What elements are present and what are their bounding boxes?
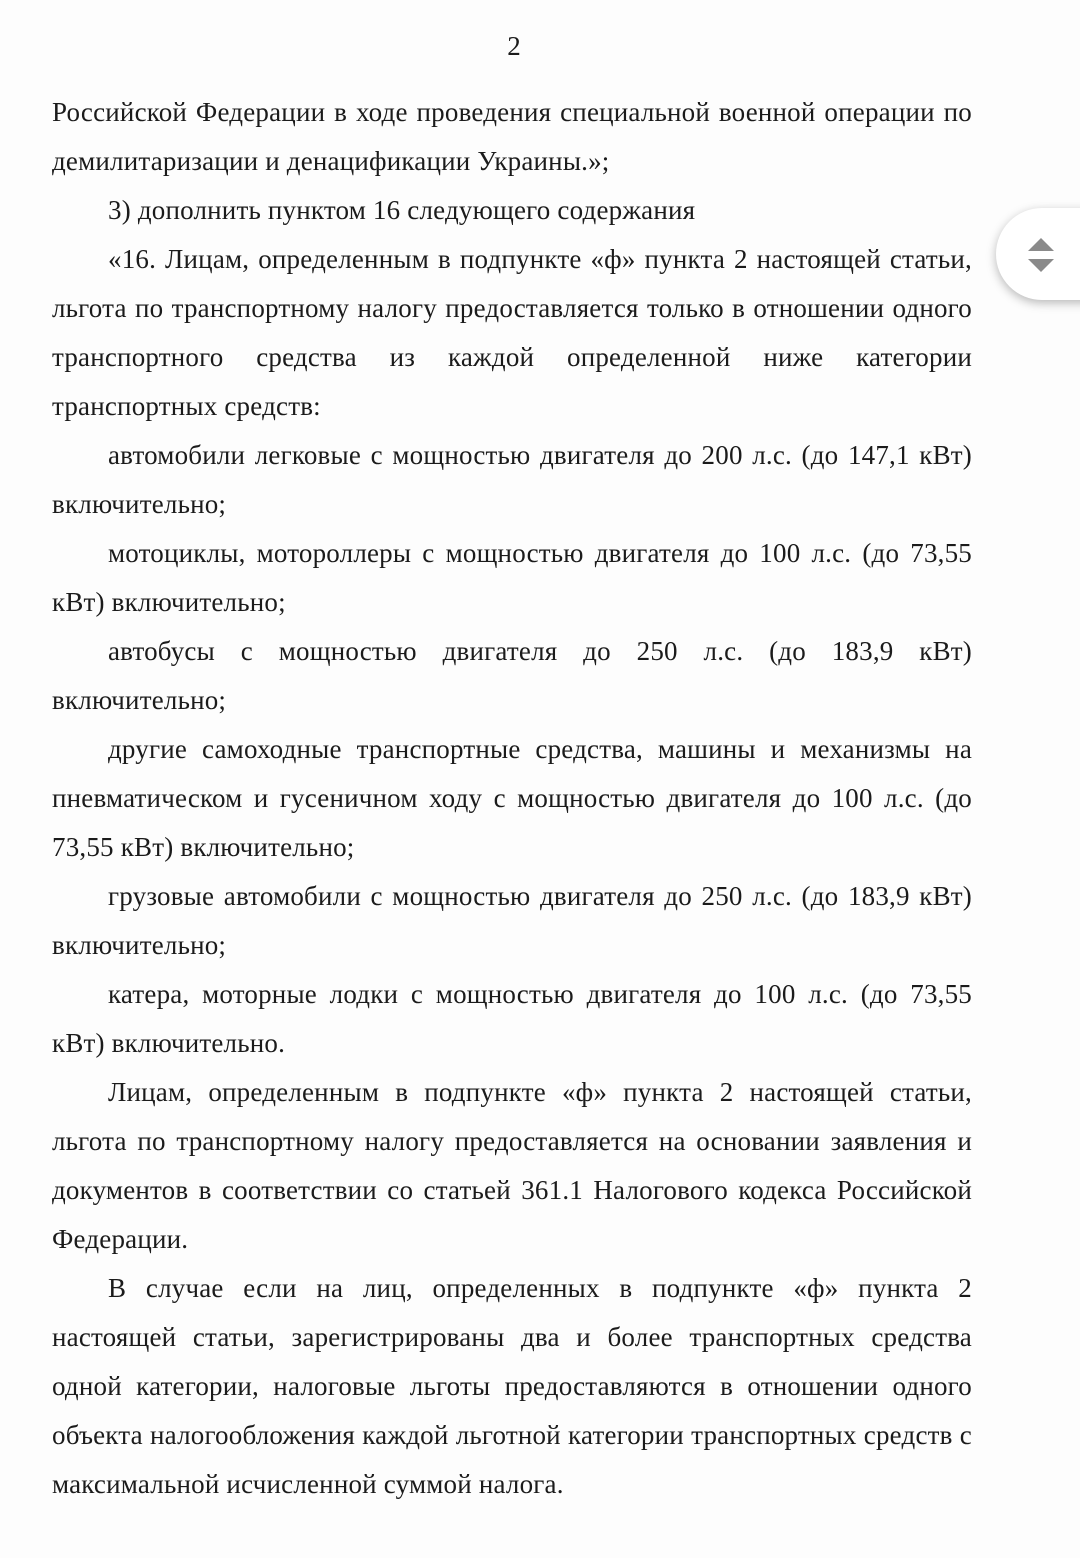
paragraph-multiple-vehicles: В случае если на лиц, определенных в подпункте «ф» пункта 2 настоящей статьи, зарегистрированы два и более транспортных средства одной категории, налоговые льготы предоставляются в отношении одного объекта налогообложения каждой льготной категории транспортных средств с максимальной исчисленной суммой налога.	[52, 1273, 972, 1499]
paragraph-continuation: Российской Федерации в ходе проведения специальной военной операции по демилитаризации и денацификации Украины.»;	[52, 97, 972, 176]
list-item-trucks: грузовые автомобили с мощностью двигателя до 250 л.с. (до 183,9 кВт) включительно;	[52, 881, 972, 960]
document-body	[52, 88, 972, 1509]
triangle-down-icon[interactable]	[1028, 259, 1054, 272]
list-item-passenger-cars: автомобили легковые с мощностью двигателя до 200 л.с. (до 147,1 кВт) включительно;	[52, 440, 972, 519]
list-item-buses: автобусы с мощностью двигателя до 250 л.с. (до 183,9 кВт) включительно;	[52, 636, 972, 715]
list-item-boats: катера, моторные лодки с мощностью двигателя до 100 л.с. (до 73,55 кВт) включительно.	[52, 979, 972, 1058]
paragraph-point-16: «16. Лицам, определенным в подпункте «ф» пункта 2 настоящей статьи, льгота по транспортному налогу предоставляется только в отношении одного транспортного средства из каждой определенной ниже категории транспортных средств:	[52, 244, 972, 421]
triangle-up-icon[interactable]	[1028, 238, 1054, 251]
list-item-self-propelled-vehicles: другие самоходные транспортные средства, машины и механизмы на пневматическом и гусеничном ходу с мощностью двигателя до 100 л.с. (до 73,55 кВт) включительно;	[52, 734, 972, 862]
page-number: 2	[507, 31, 521, 61]
page-scroll-control[interactable]	[996, 208, 1080, 300]
list-item-motorcycles: мотоциклы, мотороллеры с мощностью двигателя до 100 л.с. (до 73,55 кВт) включительно;	[52, 538, 972, 617]
paragraph-application-basis: Лицам, определенным в подпункте «ф» пункта 2 настоящей статьи, льгота по транспортному налогу предоставляется на основании заявления и документов в соответствии со статьей 361.1 Налогового кодекса Российской Федерации.	[52, 1077, 972, 1254]
paragraph-amendment-item: 3) дополнить пунктом 16 следующего содержания	[108, 195, 696, 225]
